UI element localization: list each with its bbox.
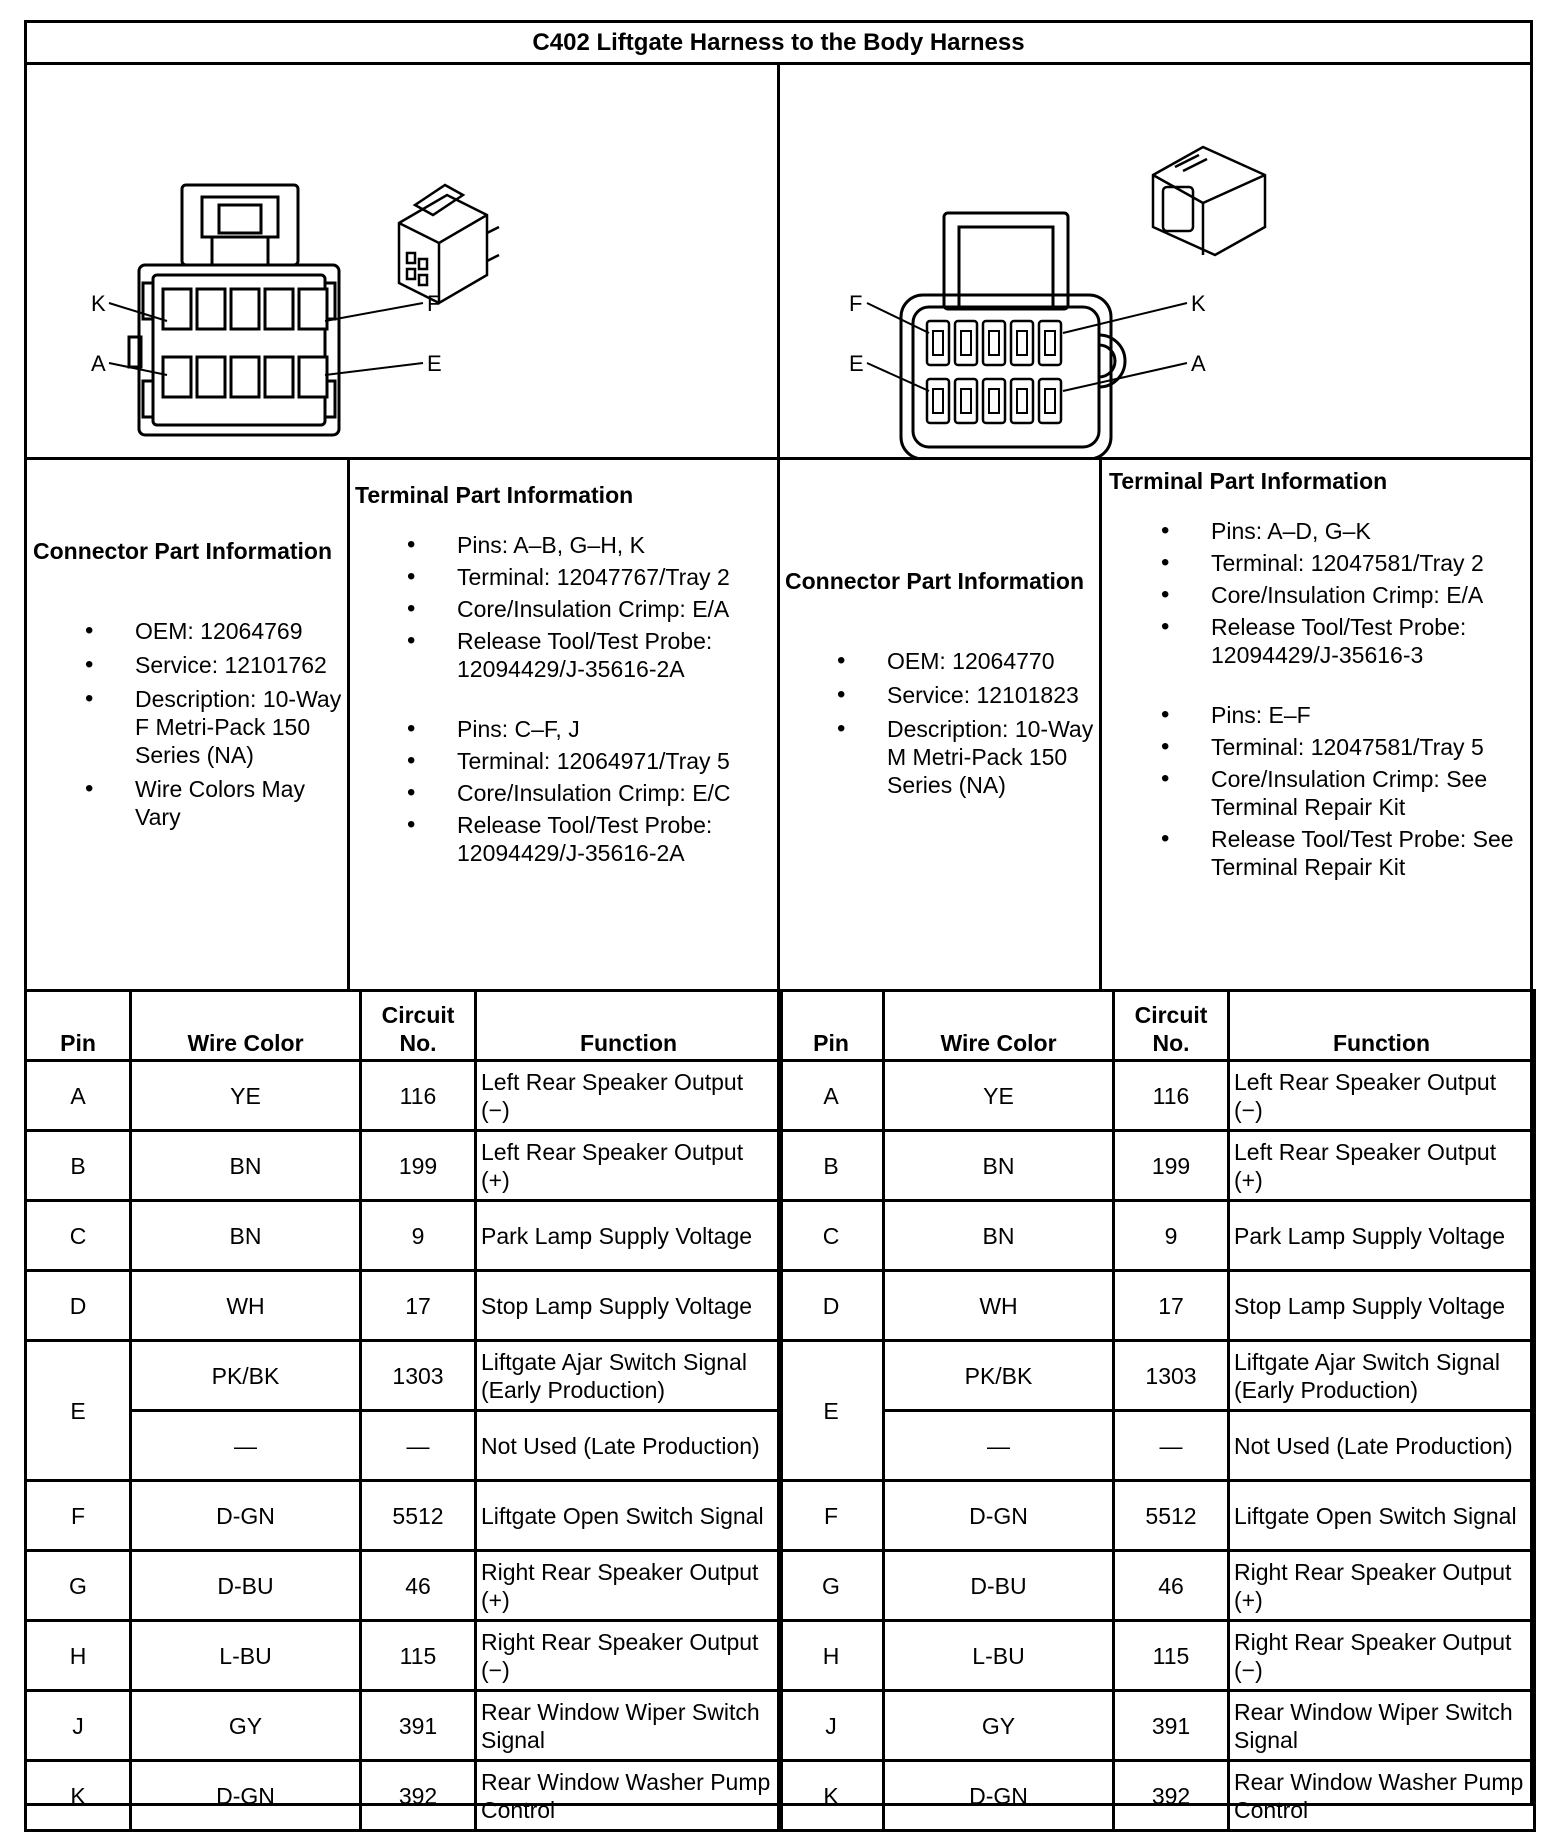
left-info-divider [347,457,350,989]
pin-header: Pin [779,991,884,1061]
wire-color-cell: BN [131,1131,361,1201]
table-row [779,1271,1535,1341]
table-row [26,1621,782,1691]
circuit-cell: 46 [361,1551,476,1621]
circuit-cell: 115 [361,1621,476,1691]
circuit-cell: 17 [361,1271,476,1341]
wire-color-cell: PK/BK [131,1341,361,1411]
info-item: • Release Tool/Test Probe: 12094429/J-35616-3 [1109,613,1529,669]
wire-color-cell: PK/BK [884,1341,1114,1411]
pin-cell: D [26,1271,131,1341]
pin-label-k: K [91,291,106,316]
wire-color-cell: BN [884,1201,1114,1271]
pin-cell: E [779,1341,884,1481]
circuit-cell: 392 [1114,1761,1229,1831]
terminal-group-1 [1109,517,1529,669]
wire-color-cell: — [131,1411,361,1481]
info-item: • Terminal: 12047581/Tray 5 [1109,733,1529,761]
table-row [779,1481,1535,1551]
circuit-cell: 1303 [1114,1341,1229,1411]
male-connector-iso-icon [1153,147,1265,255]
pin-label-k: K [1191,291,1206,316]
pin-cell: F [779,1481,884,1551]
wire-color-cell: D-GN [884,1761,1114,1831]
pin-cell: K [26,1761,131,1831]
right-terminal-info [1109,467,1529,881]
pin-cell: E [26,1341,131,1481]
info-item: • Description: 10-Way M Metri-Pack 150 Series (NA) [785,715,1095,799]
circuit-header: Circuit No. [361,991,476,1061]
info-item: • Release Tool/Test Probe: See Terminal Repair Kit [1109,825,1529,881]
info-item: • Terminal: 12047581/Tray 2 [1109,549,1529,577]
function-cell: Rear Window Wiper Switch Signal [476,1691,782,1761]
function-cell: Stop Lamp Supply Voltage [1229,1271,1535,1341]
table-row [779,1411,1535,1481]
pin-label-a: A [91,351,106,376]
function-cell: Rear Window Wiper Switch Signal [1229,1691,1535,1761]
function-cell: Not Used (Late Production) [476,1411,782,1481]
wire-color-header: Wire Color [131,991,361,1061]
right-info-divider [1099,457,1102,989]
table-row [26,1761,782,1831]
function-cell: Liftgate Ajar Switch Signal (Early Production) [1229,1341,1535,1411]
terminal-group-2 [355,715,775,867]
function-cell: Rear Window Washer Pump Control [1229,1761,1535,1831]
info-item: • Description: 10-Way F Metri-Pack 150 Series (NA) [33,685,343,769]
pin-cell: B [779,1131,884,1201]
wire-color-cell: YE [884,1061,1114,1131]
wire-color-cell: — [884,1411,1114,1481]
pin-label-a: A [1191,351,1206,376]
pin-cell: K [779,1761,884,1831]
function-cell: Left Rear Speaker Output (+) [476,1131,782,1201]
pinout-document [24,20,1533,1823]
table-row [26,1341,782,1411]
function-cell: Liftgate Ajar Switch Signal (Early Production) [476,1341,782,1411]
right-connector-info [785,567,1095,799]
wire-color-cell: BN [131,1201,361,1271]
pin-cell: G [779,1551,884,1621]
table-row [779,1551,1535,1621]
right-connector-diagram [779,65,1530,457]
table-row [26,1131,782,1201]
wire-color-cell: YE [131,1061,361,1131]
function-cell: Liftgate Open Switch Signal [1229,1481,1535,1551]
circuit-cell: 115 [1114,1621,1229,1691]
info-item: • OEM: 12064769 [33,617,343,645]
center-divider [777,65,780,989]
left-pin-table [24,989,783,1832]
left-connector-info [33,537,343,831]
circuit-cell: 17 [1114,1271,1229,1341]
circuit-cell: 392 [361,1761,476,1831]
pin-cell: J [26,1691,131,1761]
terminal-group-2 [1109,701,1529,881]
pin-cell: A [26,1061,131,1131]
info-item: • Pins: E–F [1109,701,1529,729]
pin-cell: B [26,1131,131,1201]
pin-cell: D [779,1271,884,1341]
connector-info-list [785,647,1095,799]
function-header: Function [476,991,782,1061]
wire-color-cell: GY [131,1691,361,1761]
function-cell: Not Used (Late Production) [1229,1411,1535,1481]
pin-cell: H [779,1621,884,1691]
circuit-cell: 116 [361,1061,476,1131]
function-cell: Stop Lamp Supply Voltage [476,1271,782,1341]
pin-cell: J [779,1691,884,1761]
table-row [779,1061,1535,1131]
info-item: • Release Tool/Test Probe: 12094429/J-35616-2A [355,811,775,867]
circuit-cell: 391 [1114,1691,1229,1761]
table-row [26,1201,782,1271]
pin-header: Pin [26,991,131,1061]
info-item: • Pins: A–B, G–H, K [355,531,775,559]
info-item: • Terminal: 12064971/Tray 5 [355,747,775,775]
function-cell: Right Rear Speaker Output (−) [1229,1621,1535,1691]
function-cell: Right Rear Speaker Output (+) [476,1551,782,1621]
pin-label-f: F [849,291,863,316]
table-row [26,1551,782,1621]
circuit-cell: 391 [361,1691,476,1761]
table-row [26,1411,782,1481]
connector-info-list [33,617,343,831]
terminal-group-1 [355,531,775,683]
female-connector-iso-icon [399,185,499,303]
wire-color-header: Wire Color [884,991,1114,1061]
wire-color-cell: L-BU [884,1621,1114,1691]
circuit-cell: 5512 [361,1481,476,1551]
pin-label-e: E [427,351,442,376]
pin-cell: C [26,1201,131,1271]
pin-cell: A [779,1061,884,1131]
pin-cell: C [779,1201,884,1271]
left-connector-diagram [27,65,779,457]
table-row [779,1691,1535,1761]
male-connector-drawing [779,65,1530,457]
info-item: • Pins: C–F, J [355,715,775,743]
info-item: • Pins: A–D, G–K [1109,517,1529,545]
circuit-cell: 1303 [361,1341,476,1411]
wire-color-cell: D-BU [131,1551,361,1621]
circuit-cell: 199 [1114,1131,1229,1201]
circuit-cell: 9 [1114,1201,1229,1271]
left-terminal-info [355,481,775,867]
wire-color-cell: D-GN [884,1481,1114,1551]
wire-color-cell: BN [884,1131,1114,1201]
function-cell: Liftgate Open Switch Signal [476,1481,782,1551]
function-cell: Left Rear Speaker Output (+) [1229,1131,1535,1201]
info-item: • Service: 12101762 [33,651,343,679]
pin-label-f: F [427,291,441,316]
table-row [779,1341,1535,1411]
circuit-cell: 199 [361,1131,476,1201]
circuit-header: Circuit No. [1114,991,1229,1061]
circuit-cell: 46 [1114,1551,1229,1621]
table-row [26,1691,782,1761]
table-row [26,1481,782,1551]
wire-color-cell: D-GN [131,1761,361,1831]
terminal-info-heading: Terminal Part Information [1109,468,1388,494]
wire-color-cell: WH [131,1271,361,1341]
wire-color-cell: GY [884,1691,1114,1761]
connector-info-heading: Connector Part Information [33,538,333,564]
circuit-cell: 9 [361,1201,476,1271]
pin-cell: H [26,1621,131,1691]
wire-color-cell: L-BU [131,1621,361,1691]
function-cell: Park Lamp Supply Voltage [476,1201,782,1271]
info-item: • Service: 12101823 [785,681,1095,709]
circuit-cell: — [361,1411,476,1481]
pin-label-e: E [849,351,864,376]
info-item: • Core/Insulation Crimp: E/A [1109,581,1529,609]
wire-color-cell: D-BU [884,1551,1114,1621]
function-cell: Left Rear Speaker Output (−) [1229,1061,1535,1131]
connector-info-heading: Connector Part Information [785,568,1085,594]
pin-cell: F [26,1481,131,1551]
info-item: • Core/Insulation Crimp: E/C [355,779,775,807]
female-connector-drawing [27,65,779,457]
table-row [779,1201,1535,1271]
info-item: • Core/Insulation Crimp: E/A [355,595,775,623]
circuit-cell: 116 [1114,1061,1229,1131]
circuit-cell: 5512 [1114,1481,1229,1551]
table-row [779,1761,1535,1831]
table-header-row [779,991,1535,1061]
function-cell: Park Lamp Supply Voltage [1229,1201,1535,1271]
info-item: • OEM: 12064770 [785,647,1095,675]
function-cell: Right Rear Speaker Output (+) [1229,1551,1535,1621]
table-row [779,1621,1535,1691]
function-cell: Left Rear Speaker Output (−) [476,1061,782,1131]
info-item: • Release Tool/Test Probe: 12094429/J-35616-2A [355,627,775,683]
document-title: C402 Liftgate Harness to the Body Harness [27,23,1530,65]
info-item: • Terminal: 12047767/Tray 2 [355,563,775,591]
wire-color-cell: D-GN [131,1481,361,1551]
function-cell: Rear Window Washer Pump Control [476,1761,782,1831]
table-header-row [26,991,782,1061]
function-header: Function [1229,991,1535,1061]
terminal-info-heading: Terminal Part Information [355,482,634,508]
pin-cell: G [26,1551,131,1621]
table-row [26,1061,782,1131]
wire-color-cell: WH [884,1271,1114,1341]
table-row [26,1271,782,1341]
info-item: • Wire Colors May Vary [33,775,343,831]
diagram-divider [27,457,1530,460]
right-pin-table [777,989,1536,1832]
circuit-cell: — [1114,1411,1229,1481]
function-cell: Right Rear Speaker Output (−) [476,1621,782,1691]
info-item: • Core/Insulation Crimp: See Terminal Repair Kit [1109,765,1529,821]
table-row [779,1131,1535,1201]
